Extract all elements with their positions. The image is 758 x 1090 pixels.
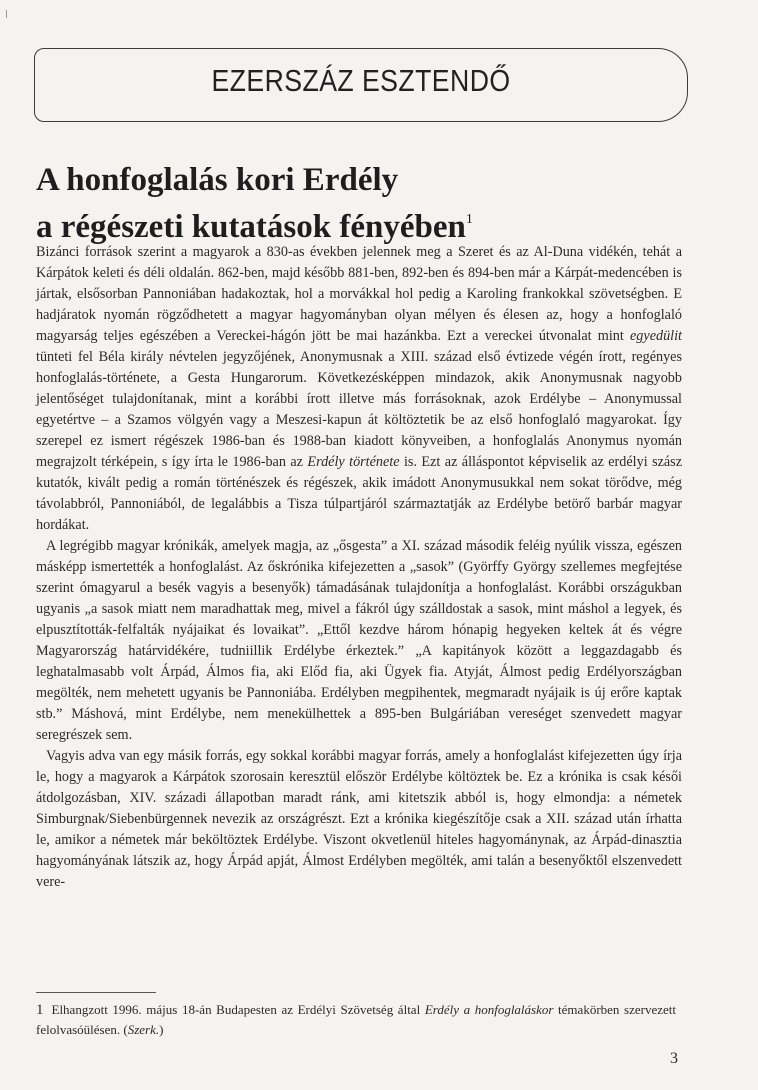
running-header [34,48,688,122]
title-footnote-mark: 1 [465,212,473,227]
footnote-italic-b: Szerk. [127,1022,160,1037]
paragraph-2: A legrégibb magyar krónikák, amelyek magja, az „ősgesta” a XI. század második feléig nyúlik vissza, egészen másképp ismertették a honfoglalást. Az őskrónika kifejezetten a „sasok” (Györffy György szellemes megfejtése szerint ómagyarul a besék vagyis a besenyők) támadásának tulajdonítja a honfoglalást. Korábbi országukban ugyanis „a sasok miatt nem maradhattak meg, mivel a fákról úgy szálldostak a sasok, mint máshol a legyek, és elpusztították-felfalták nyájaikat és lovaikat”. „Ettől kezdve három hónapig hegyeken keltek át és végre Magyarország határvidékére, tudniillik Erdélybe érkeztek.” „A kapitányok között a leggazdagabb és leghatalmasabb volt Árpád, Álmos fia, aki Előd fia, aki Ügyek fia. Atyját, Álmost pedig Erdélyországban megölték, nem mehetett ugyanis be Pannoniába. Erdélyben megpihentek, megmaradt nyájaik is új erőre kaptak stb.” Máshová, mint Erdélybe, nem menekülhettek a 895-ben Bulgáriában vereséget szenvedett magyar seregrészek sem. [36,538,682,743]
footnote-text-b: témakörben szervezett felolvasóülésen. ( [36,1002,676,1037]
article-title [36,160,716,247]
article-body [36,242,682,893]
paragraph-1-part-2: tünteti fel Béla király névtelen jegyzőjének, Anonymusnak a XIII. század első évtizede végén írott, regényes honfoglalás-története, a Gesta Hungarorum. Következésképpen mindazok, akik Anonymusnak nagyobb jelentőséget tulajdonítanak, mint a korábbi írott illetve más forrásoknak, azok Erdélybe – Anonymussal egyetértve – a Szamos völgyén vagy a Meszesi-kapun át költöztetik be az első honfoglaló magyarokat. Így szerepel ez ismert régészek 1986-ban és 1988-ban kiadott könyveiben, a honfoglalás Anonymus nyomán megrajzolt térképein, s így írta le 1986-ban az [36,349,682,470]
footnote [36,1000,676,1039]
running-header-title: EZERSZÁZ ESZTENDŐ [211,63,511,98]
footnote-number: 1 [36,1002,44,1018]
scan-mark [6,10,7,18]
paragraph-3: Vagyis adva van egy másik forrás, egy sokkal korábbi magyar forrás, amely a honfoglalást kifejezetten úgy írja le, hogy a magyarok a Kárpátok szorosain keresztül először Erdélybe költöztek be. Ez a krónika is csak késői átdolgozásban, XIV. századi állapotban maradt ránk, ami kitetszik abból is, hogy elmondja: a németek Simburgnak/Siebenbürgennek nevezik az országrészt. Ezt a krónika kiegészítője csak a XII. század után írhatta le, amikor a németek már beköltöztek Erdélybe. Viszont okvetlenül hiteles hagyománynak, az Árpád-dinasztia hagyományának látszik az, hogy Árpád apját, Álmost Erdélyben megölték, ami talán a besenyőktől elszenvedett vere- [36,748,682,890]
footnote-text-a: Elhangzott 1996. május 18-án Budapesten az Erdélyi Szövetség által [51,1002,425,1017]
paragraph-1 [36,242,682,536]
paragraph-1-emphasis-1: egyedülit [630,328,682,344]
footnote-divider [36,992,156,993]
paragraph-1-part-3: is. Ezt az álláspontot képviselik az erdélyi szász kutatók, kivált pedig a román történészek és régészek, akik imádott Anonymusukkal nem sokat törődve, még távolabbról, Pannoniából, de legalábbis a Tisza túlpartjáról származtatják az Erdélybe betörő barbár magyar hordákat. [36,454,683,533]
title-line-2: a régészeti kutatások fényében [36,209,466,245]
footnote-text-c: ) [159,1022,164,1037]
page-number: 3 [670,1050,678,1067]
paragraph-1-part-1: Bizánci források szerint a magyarok a 830-as években jelennek meg a Szeret és az Al-Duna vidékén, tehát a Kárpátok keleti és déli oldalán. 862-ben, majd később 881-ben, 892-ben és 894-ben már a Kárpát-medencében is jártak, elsősorban Pannoniában hadakoztak, hol a morvákkal hol pedig a Karoling frankokkal szövetségben. E hadjáratok nyomán rögződhetett a magyar hagyományban olyan mélyen és élesen az, hogy a honfoglaló magyarság teljes egészében a Vereckei-hágón jött be mai hazánkba. Ezt a vereckei útvonalat mint [36,244,682,344]
title-line-1: A honfoglalás kori Erdély [36,162,399,198]
paragraph-1-emphasis-2: Erdély története [307,454,400,470]
footnote-italic-a: Erdély a honfoglaláskor [424,1002,554,1017]
